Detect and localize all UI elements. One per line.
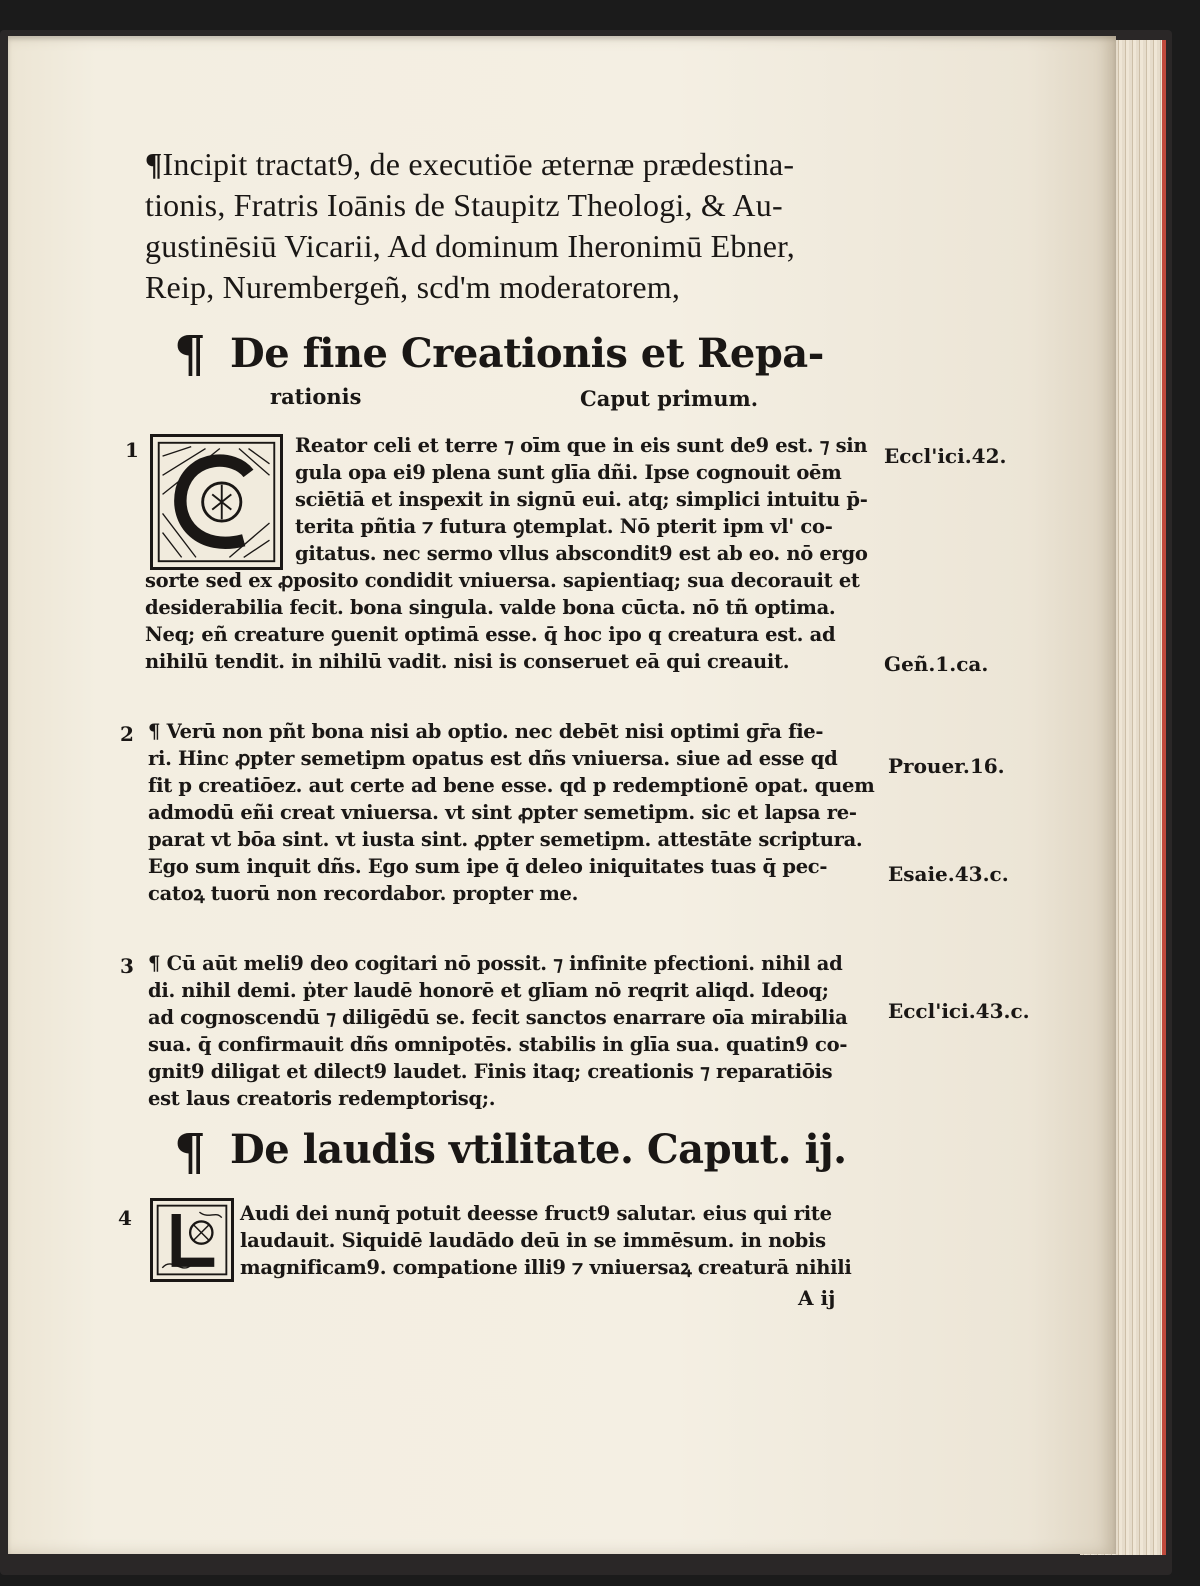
section3-line-3: ad cognoscendū ⁊ diligēdū se. fecit sanctos enarrare oīa mirabilia <box>148 1006 848 1029</box>
section1-line-8: Neq; eñ creature ꝯuenit optimā esse. q̄ hoc ipo q creatura est. ad <box>145 623 836 646</box>
chapter1-heading: De fine Creationis et Repa- <box>230 330 824 377</box>
section3-line-2: di. nihil demi. ṗter laudē honorē et glīam nō reqrit aliqd. Ideoq; <box>148 979 829 1002</box>
title-line-3: gustinēsiū Vicarii, Ad dominum Iheronimū Ebner, <box>145 228 795 264</box>
section4-line-2: laudauit. Siquidē laudādo deū in se immēsum. in nobis <box>240 1229 826 1252</box>
chapter2-pilcrow: ¶ <box>174 1122 206 1181</box>
section-number: 1 <box>125 438 139 462</box>
section2-line-5: parat vt bōa sint. vt iusta sint. ꝓpter semetipm. attestāte scriptura. <box>148 828 863 851</box>
margin-note: Eccl'ici.43.c. <box>888 999 1030 1023</box>
section2-line-1: ¶ Verū non pñt bona nisi ab optio. nec debēt nisi optimi gr̄a fie- <box>148 720 824 743</box>
section2-line-7: catoꝝ tuorū non recordabor. propter me. <box>148 882 579 905</box>
section3-line-1: ¶ Cū aūt meli9 deo cogitari nō possit. ⁊ infinite pfectioni. nihil ad <box>148 952 843 975</box>
section3-line-4: sua. q̄ confirmauit dñs omnipotēs. stabilis in glīa sua. quatin9 co- <box>148 1033 848 1056</box>
section1-line-4: terita pñtia ⁊ futura ꝯtemplat. Nō pterit ipm vl' co- <box>295 515 833 538</box>
section2-line-6: Ego sum inquit dñs. Ego sum ipe q̄ deleo iniquitates tuas q̄ pec- <box>148 855 828 878</box>
section-number: 4 <box>118 1206 132 1230</box>
book-page <box>8 36 1116 1554</box>
section1-line-7: desiderabilia fecit. bona singula. valde bona cūcta. nō tñ optima. <box>145 596 836 619</box>
section3-line-6: est laus creatoris redemptorisq;. <box>148 1087 496 1110</box>
section3-line-5: gnit9 diligat et dilect9 laudet. Finis itaq; creationis ⁊ reparatiōis <box>148 1060 833 1083</box>
chapter1-subheading-left: rationis <box>270 384 362 409</box>
signature-mark: A ij <box>798 1286 836 1310</box>
section2-line-3: fit p creatiōez. aut certe ad bene esse. qd p redemptionē opat. quem <box>148 774 875 797</box>
section1-line-3: sciētiā et inspexit in signū eui. atq; simplici intuitu p̄- <box>295 488 868 511</box>
woodcut-initial-c <box>150 434 283 570</box>
section1-line-5: gitatus. nec sermo vllus abscondit9 est ab eo. nō ergo <box>295 542 868 565</box>
title-line-4: Reip, Nurembergeñ, scd'm moderatorem, <box>145 269 681 305</box>
margin-note: Eccl'ici.42. <box>884 444 1007 468</box>
chapter1-pilcrow: ¶ <box>174 324 206 383</box>
title-pilcrow: ¶ <box>145 146 163 182</box>
section1-line-1: Reator celi et terre ⁊ oīm que in eis sunt de9 est. ⁊ sin <box>295 434 868 457</box>
margin-note: Esaie.43.c. <box>888 862 1009 886</box>
section1-line-6: sorte sed ex ꝓposito condidit vniuersa. sapientiaq; sua decorauit et <box>145 569 860 592</box>
section2-line-2: ri. Hinc ꝓpter semetipm opatus est dñs vniuersa. siue ad esse qd <box>148 747 838 770</box>
chapter1-subheading-right: Caput primum. <box>580 386 759 411</box>
title-text-1: Incipit tractat9, de executiōe æternæ prædestina- <box>162 146 795 182</box>
section4-line-1: Audi dei nunq̄ potuit deesse fruct9 salutar. eius qui rite <box>240 1202 832 1225</box>
woodcut-initial-l <box>150 1198 234 1282</box>
margin-note: Geñ.1.ca. <box>884 652 989 676</box>
section1-line-9: nihilū tendit. in nihilū vadit. nisi is conseruet eā qui creauit. <box>145 650 790 673</box>
section4-line-3: magnificam9. compatione illi9 ⁊ vniuersaꝝ creaturā nihili <box>240 1256 852 1279</box>
section2-line-4: admodū eñi creat vniuersa. vt sint ꝓpter semetipm. sic et lapsa re- <box>148 801 857 824</box>
title-line-2: tionis, Fratris Ioānis de Staupitz Theologi, & Au- <box>145 187 783 223</box>
woodcut-initial-c-icon <box>153 437 280 567</box>
section-number: 2 <box>120 722 134 746</box>
woodcut-initial-l-icon <box>153 1201 231 1279</box>
title-line-1 <box>145 144 794 184</box>
section-number: 3 <box>120 954 134 978</box>
chapter2-heading: De laudis vtilitate. Caput. ij. <box>230 1126 847 1173</box>
section1-line-2: gula opa ei9 plena sunt glīa dñi. Ipse cognouit oēm <box>295 461 842 484</box>
margin-note: Prouer.16. <box>888 754 1005 778</box>
